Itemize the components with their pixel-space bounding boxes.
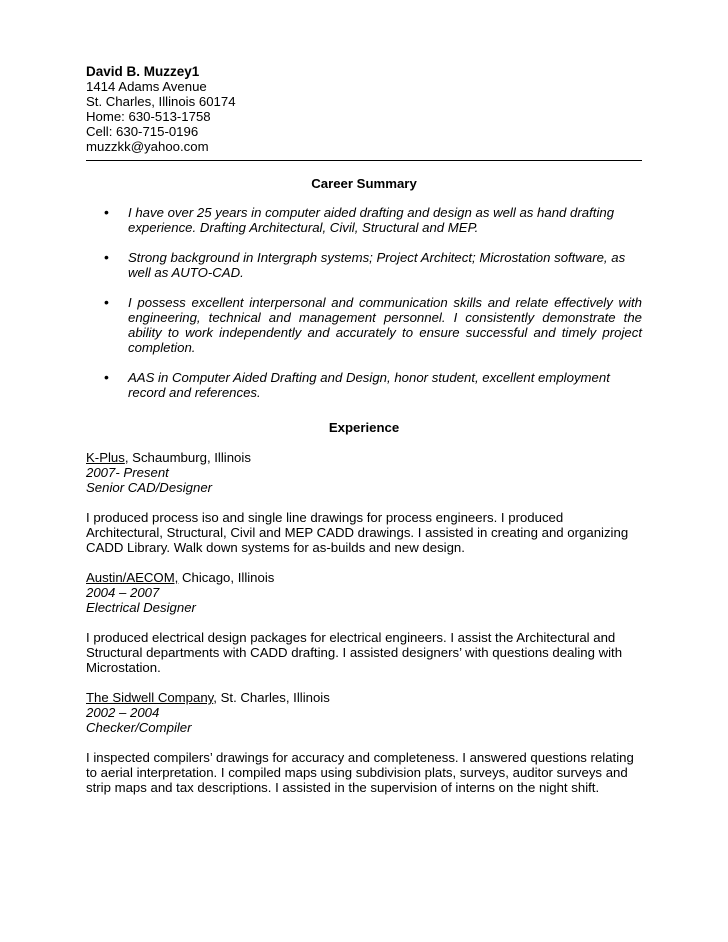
summary-bullet-text: I have over 25 years in computer aided drafting and design as well as hand drafting experience. Drafting Architectural, Civil, Structural and MEP. xyxy=(128,205,615,235)
header-divider xyxy=(86,160,642,161)
company-location: Chicago, Illinois xyxy=(178,570,275,585)
summary-bullet-text: Strong background in Intergraph systems; Project Architect; Microstation software, as well as AUTO-CAD. xyxy=(128,250,626,280)
job-company-line xyxy=(86,450,642,465)
company-location: , St. Charles, Illinois xyxy=(213,690,330,705)
cell-phone: Cell: 630-715-0196 xyxy=(86,124,199,139)
job-entry xyxy=(86,570,642,675)
city-state-zip: St. Charles, Illinois 60174 xyxy=(86,94,236,109)
company-name: K-Plus xyxy=(86,450,125,465)
summary-bullet xyxy=(86,295,642,355)
career-summary-heading: Career Summary xyxy=(311,176,417,191)
candidate-name: David B. Muzzey1 xyxy=(86,64,200,79)
summary-bullet xyxy=(86,205,642,235)
email-address: muzzkk@yahoo.com xyxy=(86,139,209,154)
job-description: I produced process iso and single line drawings for process engineers. I produced Architectural, Structural, Civil and MEP CADD drawings. I assisted in creating and organizing CADD Library. Walk down systems for as-builds and new design. xyxy=(86,510,629,555)
bullet-icon: • xyxy=(104,294,109,310)
job-role: Checker/Compiler xyxy=(86,720,192,735)
job-entry xyxy=(86,450,642,555)
job-company-line xyxy=(86,690,642,705)
company-name: The Sidwell Company xyxy=(86,690,214,705)
bullet-icon: • xyxy=(104,204,109,220)
job-description: I inspected compilers’ drawings for accuracy and completeness. I answered questions relating to aerial interpretation. I compiled maps using subdivision plats, surveys, auditor surveys and strip maps and tax descriptions. I assisted in the supervision of interns on the night shift. xyxy=(86,750,634,795)
job-period: 2002 – 2004 xyxy=(86,705,160,720)
bullet-icon: • xyxy=(104,249,109,265)
summary-bullet-text: I possess excellent interpersonal and communication skills and relate effectively with engineering, technical and management personnel. I consistently demonstrate the ability to work independently and accurately to ensure successful and timely project completion. xyxy=(128,295,642,355)
summary-bullet xyxy=(86,250,642,280)
resume-page xyxy=(86,64,642,810)
career-summary-list xyxy=(86,205,642,400)
home-phone: Home: 630-513-1758 xyxy=(86,109,211,124)
job-description: I produced electrical design packages for electrical engineers. I assist the Architectural and Structural departments with CADD drafting. I assisted designers’ with questions dealing with Microstation. xyxy=(86,630,623,675)
company-name: Austin/AECOM, xyxy=(86,570,179,585)
summary-bullet xyxy=(86,370,642,400)
summary-bullet-text: AAS in Computer Aided Drafting and Design, honor student, excellent employment record and references. xyxy=(128,370,610,400)
job-role: Senior CAD/Designer xyxy=(86,480,213,495)
job-period: 2007- Present xyxy=(86,465,169,480)
experience-heading: Experience xyxy=(328,420,400,435)
job-role: Electrical Designer xyxy=(86,600,196,615)
job-entry xyxy=(86,690,642,795)
contact-block xyxy=(86,64,642,154)
street-address: 1414 Adams Avenue xyxy=(86,79,207,94)
job-period: 2004 – 2007 xyxy=(86,585,160,600)
job-company-line xyxy=(86,570,642,585)
bullet-icon: • xyxy=(104,369,109,385)
company-location: , Schaumburg, Illinois xyxy=(124,450,251,465)
